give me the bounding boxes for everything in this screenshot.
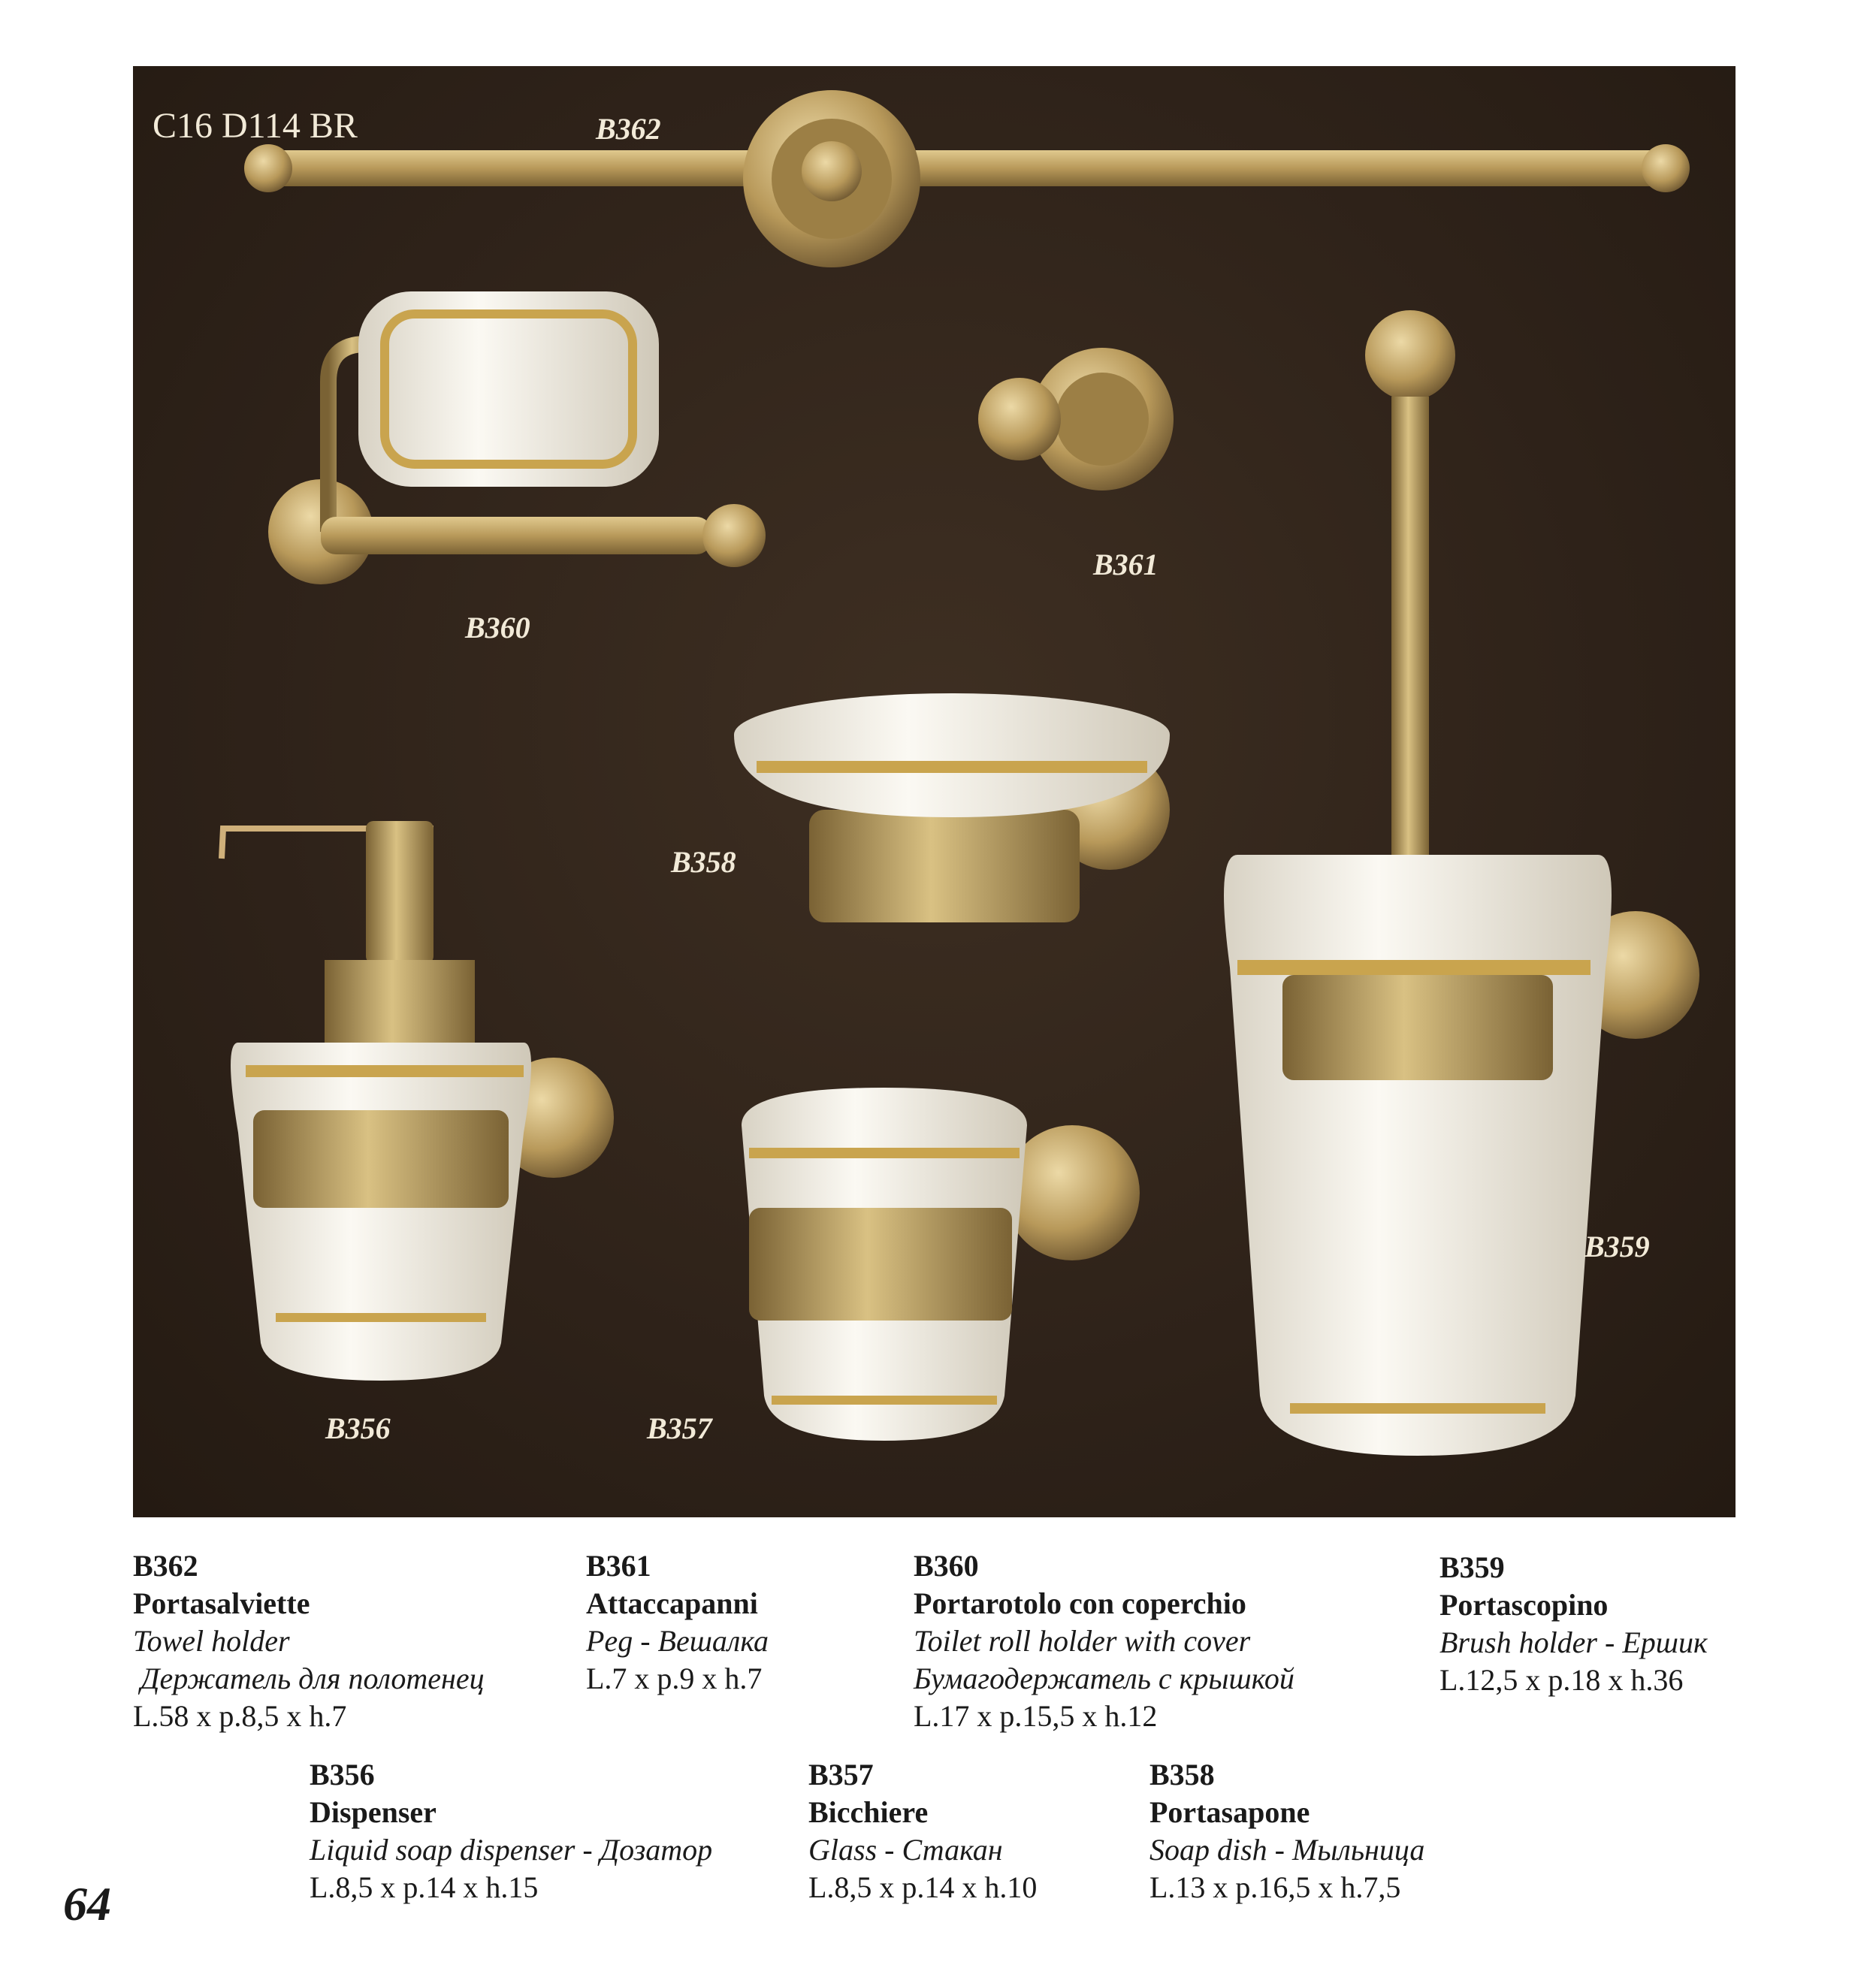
product-dims: L.13 x p.16,5 x h.7,5 <box>1149 1870 1401 1904</box>
product-code: B360 <box>914 1549 979 1583</box>
product-b357 <box>808 1756 1037 1906</box>
soap-dish-b358 <box>734 693 1170 922</box>
product-code: B357 <box>808 1758 874 1791</box>
product-desc-en: Peg - Вешалка <box>586 1624 769 1658</box>
product-b358 <box>1149 1756 1424 1906</box>
soap-dispenser-b356 <box>222 821 614 1381</box>
product-name: Bicchiere <box>808 1795 929 1829</box>
page-number: 64 <box>63 1877 111 1930</box>
label-b357: B357 <box>647 1411 712 1445</box>
product-code: B358 <box>1149 1758 1215 1791</box>
label-b362: B362 <box>596 112 661 146</box>
product-code: B359 <box>1439 1550 1505 1584</box>
product-b359 <box>1439 1549 1708 1699</box>
product-name: Attaccapanni <box>586 1586 758 1620</box>
product-b361 <box>586 1547 769 1698</box>
product-b356 <box>310 1756 712 1906</box>
product-dims: L.12,5 x p.18 x h.36 <box>1439 1663 1684 1697</box>
product-desc-en: Towel holder <box>133 1624 290 1658</box>
product-desc-en: Liquid soap dispenser - Дозатор <box>310 1833 713 1867</box>
peg-b361 <box>978 348 1174 490</box>
product-name: Portasalviette <box>133 1586 310 1620</box>
product-dims: L.58 x p.8,5 x h.7 <box>133 1699 347 1733</box>
product-dims: L.8,5 x p.14 x h.10 <box>808 1870 1038 1904</box>
product-name: Portasapone <box>1149 1795 1310 1829</box>
product-desc-en: Toilet roll holder with cover <box>914 1624 1251 1658</box>
product-name: Portascopino <box>1439 1588 1609 1622</box>
product-dims: L.7 x p.9 x h.7 <box>586 1662 763 1695</box>
collection-code: C16 D114 BR <box>153 106 358 146</box>
product-dims: L.8,5 x p.14 x h.15 <box>310 1870 539 1904</box>
label-b360: B360 <box>465 611 530 644</box>
label-b356: B356 <box>325 1411 391 1445</box>
label-b361: B361 <box>1093 548 1159 581</box>
product-desc-en: Glass - Стакан <box>808 1833 1003 1867</box>
product-b360 <box>914 1547 1294 1735</box>
product-dims: L.17 x p.15,5 x h.12 <box>914 1699 1158 1733</box>
product-desc-en: Brush holder - Ершик <box>1439 1625 1708 1659</box>
product-desc-ru: Бумагодержатель с крышкой <box>914 1662 1294 1695</box>
glass-b357 <box>742 1088 1140 1441</box>
product-desc-ru: Держатель для полотенец <box>133 1662 485 1695</box>
toilet-roll-holder-b360 <box>268 291 766 584</box>
product-illustration <box>133 66 1736 1517</box>
product-name: Dispenser <box>310 1795 437 1829</box>
product-photo <box>133 66 1736 1517</box>
label-b358: B358 <box>671 845 736 879</box>
product-code: B362 <box>133 1549 198 1583</box>
towel-holder-b362 <box>244 90 1690 267</box>
brush-holder-b359 <box>1224 310 1699 1456</box>
product-name: Portarotolo con coperchio <box>914 1586 1246 1620</box>
product-b362 <box>133 1547 485 1735</box>
product-desc-en: Soap dish - Мыльница <box>1149 1833 1425 1867</box>
product-code: B356 <box>310 1758 375 1791</box>
product-code: B361 <box>586 1549 651 1583</box>
label-b359: B359 <box>1584 1230 1650 1263</box>
